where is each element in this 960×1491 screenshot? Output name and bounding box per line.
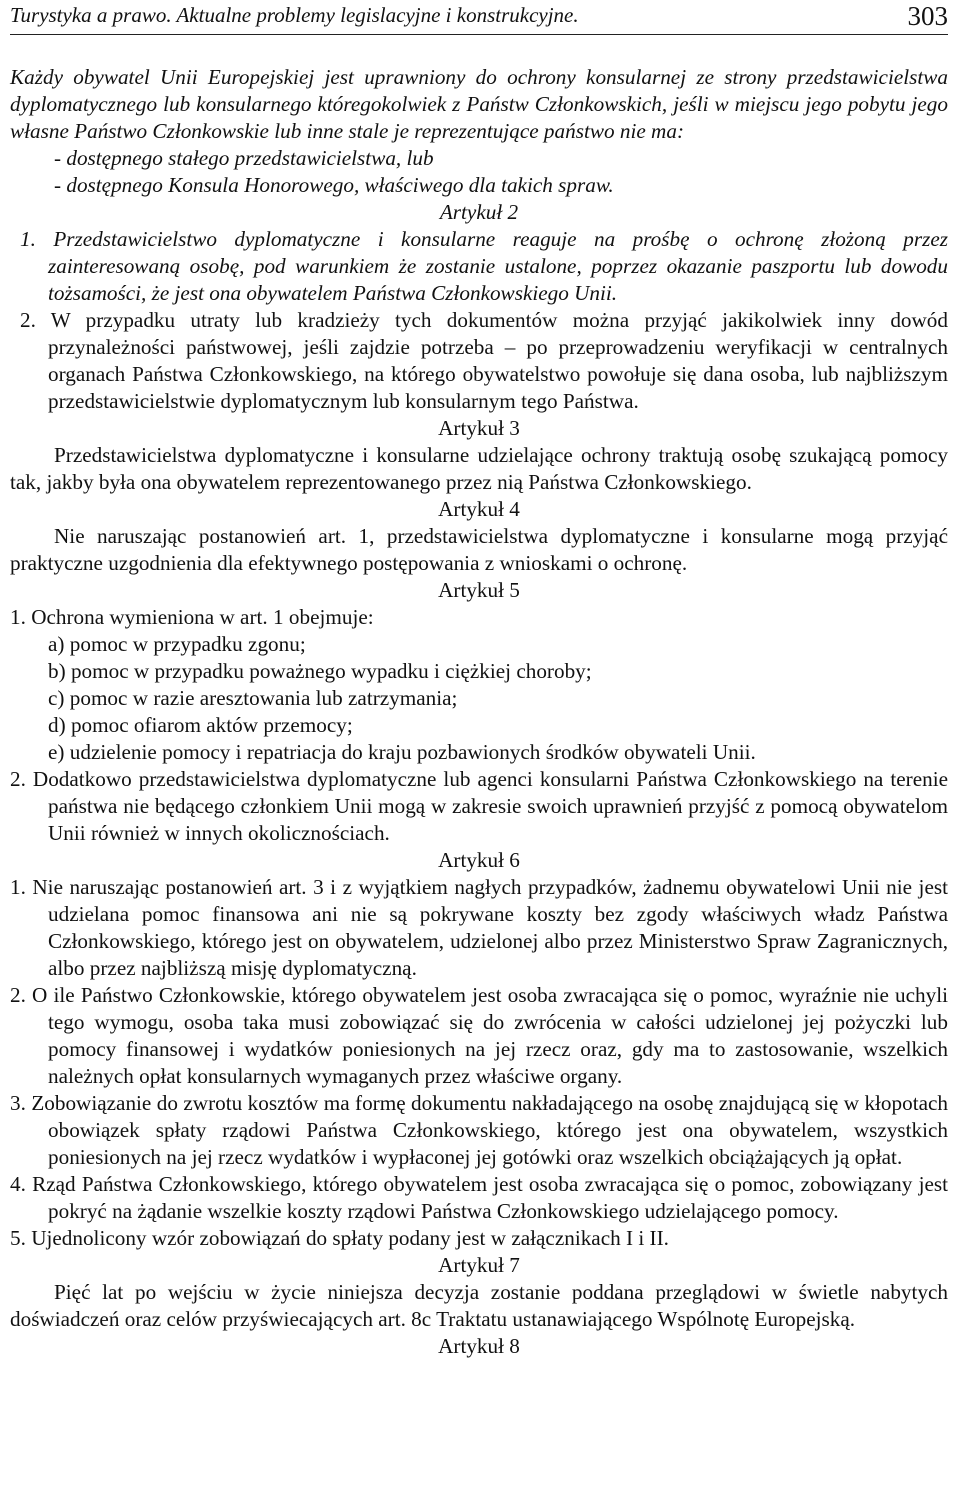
- page-number: 303: [907, 1, 948, 31]
- intro-paragraph: Każdy obywatel Unii Europejskiej jest uprawniony do ochrony konsularnej ze strony przedstawicielstwa dyplomatycznego lub konsularnego któregokolwiek z Państw Członkowskich, jeśli w miejscu jego pobytu jego własne Państwo Członkowskie lub inne stale je reprezentujące państwo nie ma:: [10, 65, 948, 143]
- article-5-item-a: a) pomoc w przypadku zgonu;: [48, 632, 306, 656]
- article-5-paragraph-2: 2. Dodatkowo przedstawicielstwa dyplomatyczne lub agenci konsularni Państwa Członkowskiego na terenie państwa nie będącego członkiem Unii mogą w zakresie swoich uprawnień przyjść z pomocą obywatelom Unii również w innych okolicznościach.: [10, 767, 948, 845]
- article-6-heading: Artykuł 6: [438, 848, 520, 872]
- article-4-heading: Artykuł 4: [438, 497, 520, 521]
- intro-item-1: - dostępnego stałego przedstawicielstwa, lub: [54, 146, 434, 170]
- article-5-paragraph-1: 1. Ochrona wymieniona w art. 1 obejmuje:: [10, 605, 374, 629]
- article-7-heading: Artykuł 7: [438, 1253, 520, 1277]
- article-2-paragraph-2: 2. W przypadku utraty lub kradzieży tych dokumentów można przyjąć jakikolwiek inny dowód przynależności państwowej, jeśli zajdzie potrzeba – po przeprowadzeniu weryfikacji w centralnych organach Państwa Członkowskiego, na którego obywatelstwo powołuje się dana osoba, lub najbliższym przedstawicielstwie dyplomatycznym lub konsularnym tego Państwa.: [20, 308, 948, 413]
- article-6-paragraph-3: 3. Zobowiązanie do zwrotu kosztów ma formę dokumentu nakładającego na osobę znajdującą się w kłopotach obowiązek spłaty rządowi Państwa Członkowskiego, którego jest ona obywatelem, wszystkich poniesionych na jej rzecz wydatków i wypłaconej jej gotówki oraz wszelkich obciążających ją opłat.: [10, 1091, 948, 1169]
- article-4-paragraph: Nie naruszając postanowień art. 1, przedstawicielstwa dyplomatyczne i konsularne mogą przyjąć praktyczne uzgodnienia dla efektywnego postępowania z wnioskami o ochronę.: [10, 524, 948, 575]
- document-body: [10, 64, 948, 1360]
- article-5-item-d: d) pomoc ofiarom aktów przemocy;: [48, 713, 353, 737]
- article-5-item-c: c) pomoc w razie aresztowania lub zatrzymania;: [48, 686, 458, 710]
- article-6-paragraph-5: 5. Ujednolicony wzór zobowiązań do spłaty podany jest w załącznikach I i II.: [10, 1226, 669, 1250]
- running-header: [10, 0, 948, 35]
- article-2-heading: Artykuł 2: [439, 200, 519, 224]
- article-3-paragraph: Przedstawicielstwa dyplomatyczne i konsularne udzielające ochrony traktują osobę szukającą pomocy tak, jakby była ona obywatelem reprezentowanego przez nią Państwa Członkowskiego.: [10, 443, 948, 494]
- article-8-heading: Artykuł 8: [438, 1334, 520, 1358]
- article-7-paragraph: Pięć lat po wejściu w życie niniejsza decyzja zostanie poddana przeglądowi w świetle nabytych doświadczeń oraz celów przyświecających art. 8c Traktatu ustanawiającego Wspólnotę Europejską.: [10, 1280, 948, 1331]
- article-6-paragraph-4: 4. Rząd Państwa Członkowskiego, którego obywatelem jest osoba zwracająca się o pomoc, zobowiązany jest pokryć na żądanie wszelkie koszty rządowi Państwa Członkowskiego udzielającego pomocy.: [10, 1172, 948, 1223]
- running-title: Turystyka a prawo. Aktualne problemy legislacyjne i konstrukcyjne.: [10, 3, 579, 27]
- intro-item-2: - dostępnego Konsula Honorowego, właściwego dla takich spraw.: [54, 173, 614, 197]
- article-2-paragraph-1: 1. Przedstawicielstwo dyplomatyczne i konsularne reaguje na prośbę o ochronę złożoną przez zainteresowaną osobę, pod warunkiem że zostanie ustalone, poprzez okazanie paszportu lub dowodu tożsamości, że jest ona obywatelem Państwa Członkowskiego Unii.: [20, 227, 948, 305]
- article-6-paragraph-1: 1. Nie naruszając postanowień art. 3 i z wyjątkiem nagłych przypadków, żadnemu obywatelowi Unii nie jest udzielana pomoc finansowa ani nie są pokrywane koszty bez zgody właściwych władz Państwa Członkowskiego, którego jest on obywatelem, udzielonej albo przez Ministerstwo Spraw Zagranicznych, albo przez najbliższą misję dyplomatyczną.: [10, 875, 948, 980]
- article-5-item-e: e) udzielenie pomocy i repatriacja do kraju pozbawionych środków obywateli Unii.: [48, 740, 756, 764]
- article-3-heading: Artykuł 3: [438, 416, 520, 440]
- article-5-heading: Artykuł 5: [438, 578, 520, 602]
- article-5-item-b: b) pomoc w przypadku poważnego wypadku i ciężkiej choroby;: [48, 659, 592, 683]
- article-6-paragraph-2: 2. O ile Państwo Członkowskie, którego obywatelem jest osoba zwracająca się o pomoc, wyraźnie nie uchyli tego wymogu, osoba taka musi zobowiązać się do zwrócenia w całości udzielonej jej pożyczki lub pomocy finansowej i wydatków poniesionych na jej rzecz oraz, gdy ma to zastosowanie, wszelkich należnych opłat konsularnych wymaganych przez właściwe organy.: [10, 983, 948, 1088]
